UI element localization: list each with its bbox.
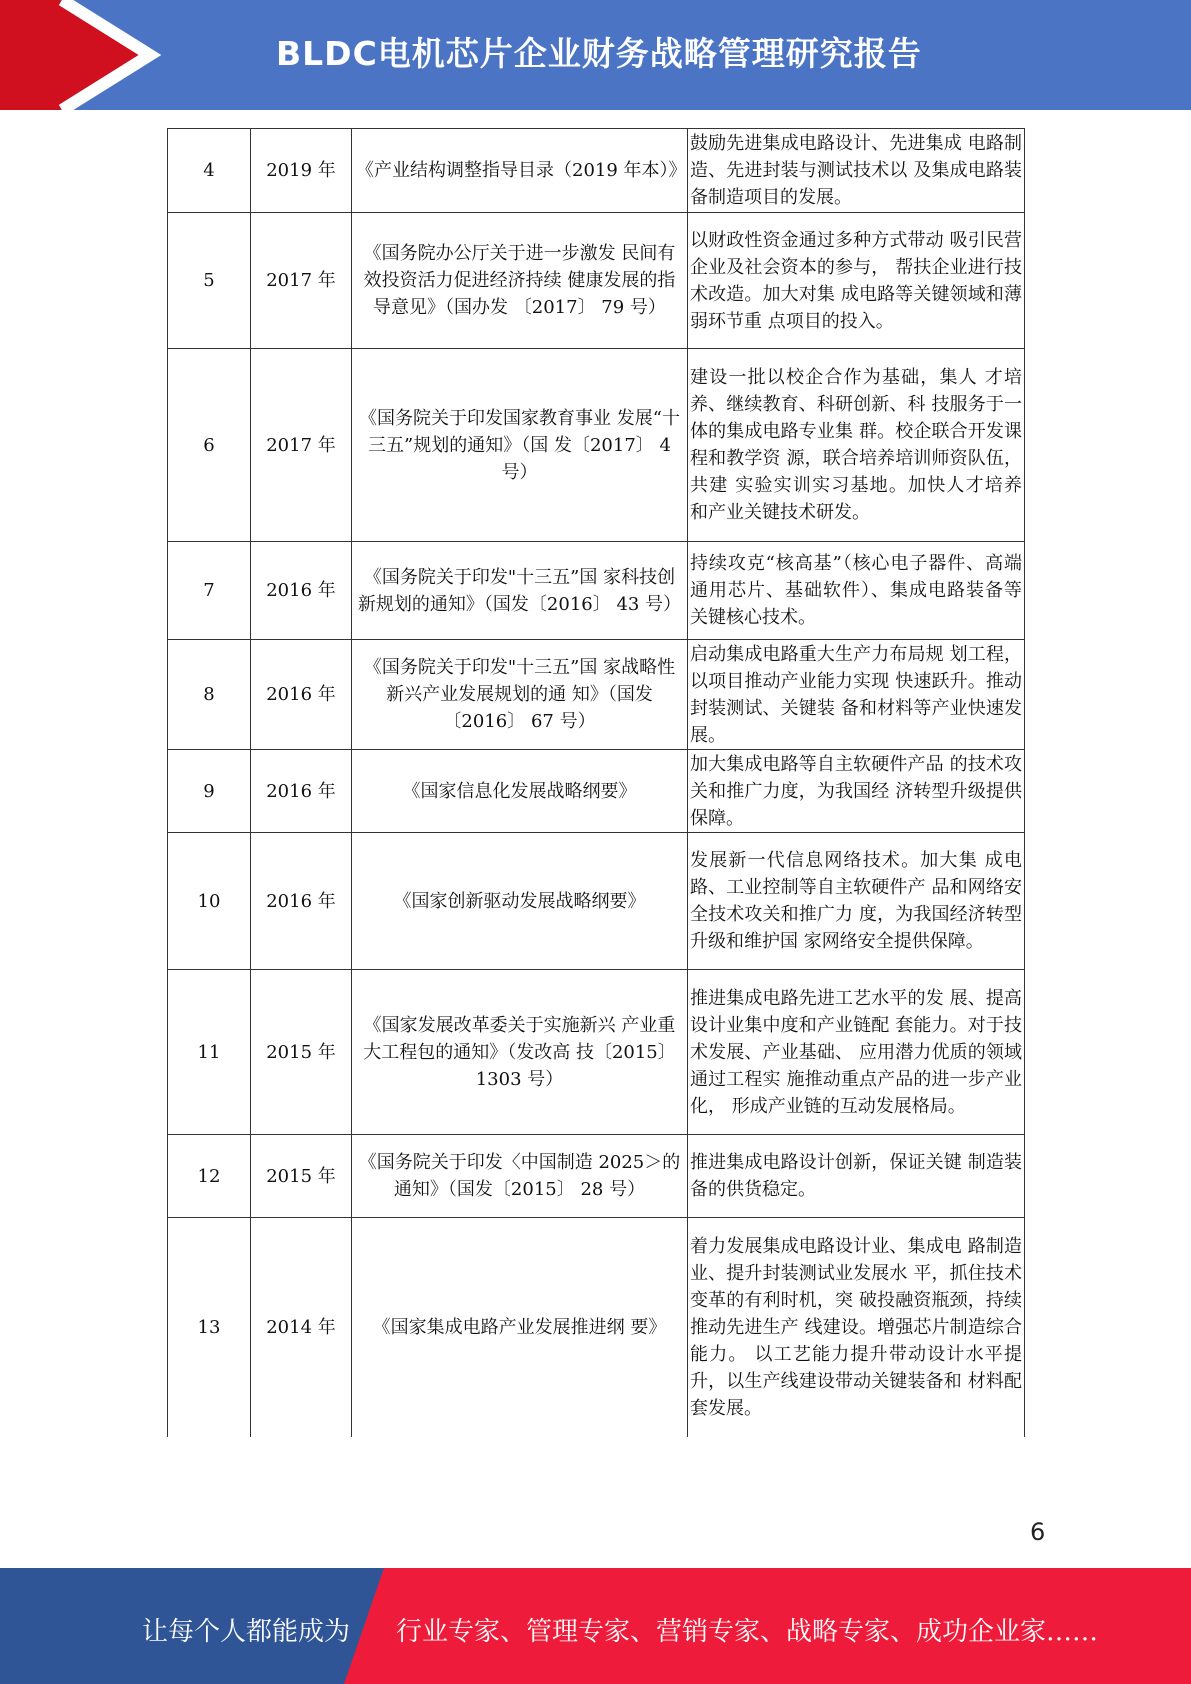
row-year: 2016 年 (251, 640, 352, 750)
row-number: 12 (168, 1135, 251, 1218)
row-number: 13 (168, 1218, 251, 1437)
page-footer (0, 1568, 1191, 1684)
table-row (168, 349, 1025, 542)
table-row (168, 1218, 1025, 1437)
row-year: 2017 年 (251, 213, 352, 349)
policy-description: 发展新一代信息网络技术。加大集 成电路、工业控制等自主软硬件产 品和网络安全技术攻关和推广力 度，为我国经济转型升级和维护国 家网络安全提供保障。 (688, 833, 1025, 970)
row-year: 2016 年 (251, 833, 352, 970)
policy-title: 《国务院关于印发国家教育事业 发展“十三五”规划的通知》（国 发〔2017〕 4 号） (352, 349, 688, 542)
policy-title: 《产业结构调整指导目录（2019 年本）》 (352, 129, 688, 213)
table-row (168, 833, 1025, 970)
policy-title: 《国家创新驱动发展战略纲要》 (352, 833, 688, 970)
policy-title: 《国务院关于印发"十三五”国 家战略性新兴产业发展规划的通 知》（国发〔2016〕 67 号） (352, 640, 688, 750)
policy-table (167, 128, 1025, 1437)
policy-title: 《国家信息化发展战略纲要》 (352, 750, 688, 833)
footer-slogan-right: 行业专家、管理专家、营销专家、战略专家、成功企业家…… (396, 1617, 1099, 1647)
row-year: 2017 年 (251, 349, 352, 542)
table-row (168, 129, 1025, 213)
row-year: 2016 年 (251, 542, 352, 640)
table-row (168, 640, 1025, 750)
row-number: 10 (168, 833, 251, 970)
policy-title: 《国务院办公厅关于进一步激发 民间有效投资活力促进经济持续 健康发展的指导意见》（国办发 〔2017〕 79 号） (352, 213, 688, 349)
footer-slogan-left: 让每个人都能成为 (142, 1617, 351, 1647)
policy-description: 鼓励先进集成电路设计、先进集成 电路制造、先进封装与测试技术以 及集成电路装备制造项目的发展。 (688, 129, 1025, 213)
table-row (168, 970, 1025, 1135)
policy-description: 持续攻克“核高基”（核心电子器件、高端通用芯片、基础软件）、集成电路装备等关键核心技术。 (688, 542, 1025, 640)
row-number: 4 (168, 129, 251, 213)
row-number: 6 (168, 349, 251, 542)
row-number: 8 (168, 640, 251, 750)
policy-title: 《国家集成电路产业发展推进纲 要》 (352, 1218, 688, 1437)
row-year: 2014 年 (251, 1218, 352, 1437)
policy-description: 启动集成电路重大生产力布局规 划工程，以项目推动产业能力实现 快速跃升。推动封装测试、关键装 备和材料等产业快速发展。 (688, 640, 1025, 750)
table-row (168, 542, 1025, 640)
policy-description: 加大集成电路等自主软硬件产品 的技术攻关和推广力度，为我国经 济转型升级提供保障。 (688, 750, 1025, 833)
row-number: 9 (168, 750, 251, 833)
row-number: 11 (168, 970, 251, 1135)
report-title: BLDC电机芯片企业财务战略管理研究报告 (276, 34, 922, 73)
policy-description: 推进集成电路先进工艺水平的发 展、提高设计业集中度和产业链配 套能力。对于技术发展、产业基础、 应用潜力优质的领域通过工程实 施推动重点产品的进一步产业化， 形成产业链的互动发展格局。 (688, 970, 1025, 1135)
policy-title: 《国务院关于印发〈中国制造 2025＞的通知》（国发〔2015〕 28 号） (352, 1135, 688, 1218)
row-year: 2015 年 (251, 1135, 352, 1218)
table-row (168, 750, 1025, 833)
policy-description: 推进集成电路设计创新，保证关键 制造装备的供货稳定。 (688, 1135, 1025, 1218)
row-year: 2019 年 (251, 129, 352, 213)
policy-description: 建设一批以校企合作为基础，集人 才培养、继续教育、科研创新、科 技服务于一体的集成电路专业集 群。校企联合开发课程和教学资 源，联合培养培训师资队伍，共建 实验实训实习基地。加快人才培养 和产业关键技术研发。 (688, 349, 1025, 542)
row-number: 5 (168, 213, 251, 349)
row-number: 7 (168, 542, 251, 640)
policy-title: 《国家发展改革委关于实施新兴 产业重大工程包的通知》（发改高 技〔2015〕 1303 号） (352, 970, 688, 1135)
page-number: 6 (1030, 1518, 1046, 1546)
policy-description: 着力发展集成电路设计业、集成电 路制造业、提升封装测试业发展水 平，抓住技术变革的有利时机，突 破投融资瓶颈，持续推动先进生产 线建设。增强芯片制造综合能力。 以工艺能力提升带动设计水平提 升，以生产线建设带动关键装备和 材料配套发展。 (688, 1218, 1025, 1437)
row-year: 2016 年 (251, 750, 352, 833)
page-header (0, 0, 1191, 110)
policy-description: 以财政性资金通过多种方式带动 吸引民营企业及社会资本的参与， 帮扶企业进行技术改造。加大对集 成电路等关键领域和薄弱环节重 点项目的投入。 (688, 213, 1025, 349)
row-year: 2015 年 (251, 970, 352, 1135)
table-row (168, 1135, 1025, 1218)
policy-title: 《国务院关于印发"十三五”国 家科技创新规划的通知》（国发〔2016〕 43 号） (352, 542, 688, 640)
table-row (168, 213, 1025, 349)
